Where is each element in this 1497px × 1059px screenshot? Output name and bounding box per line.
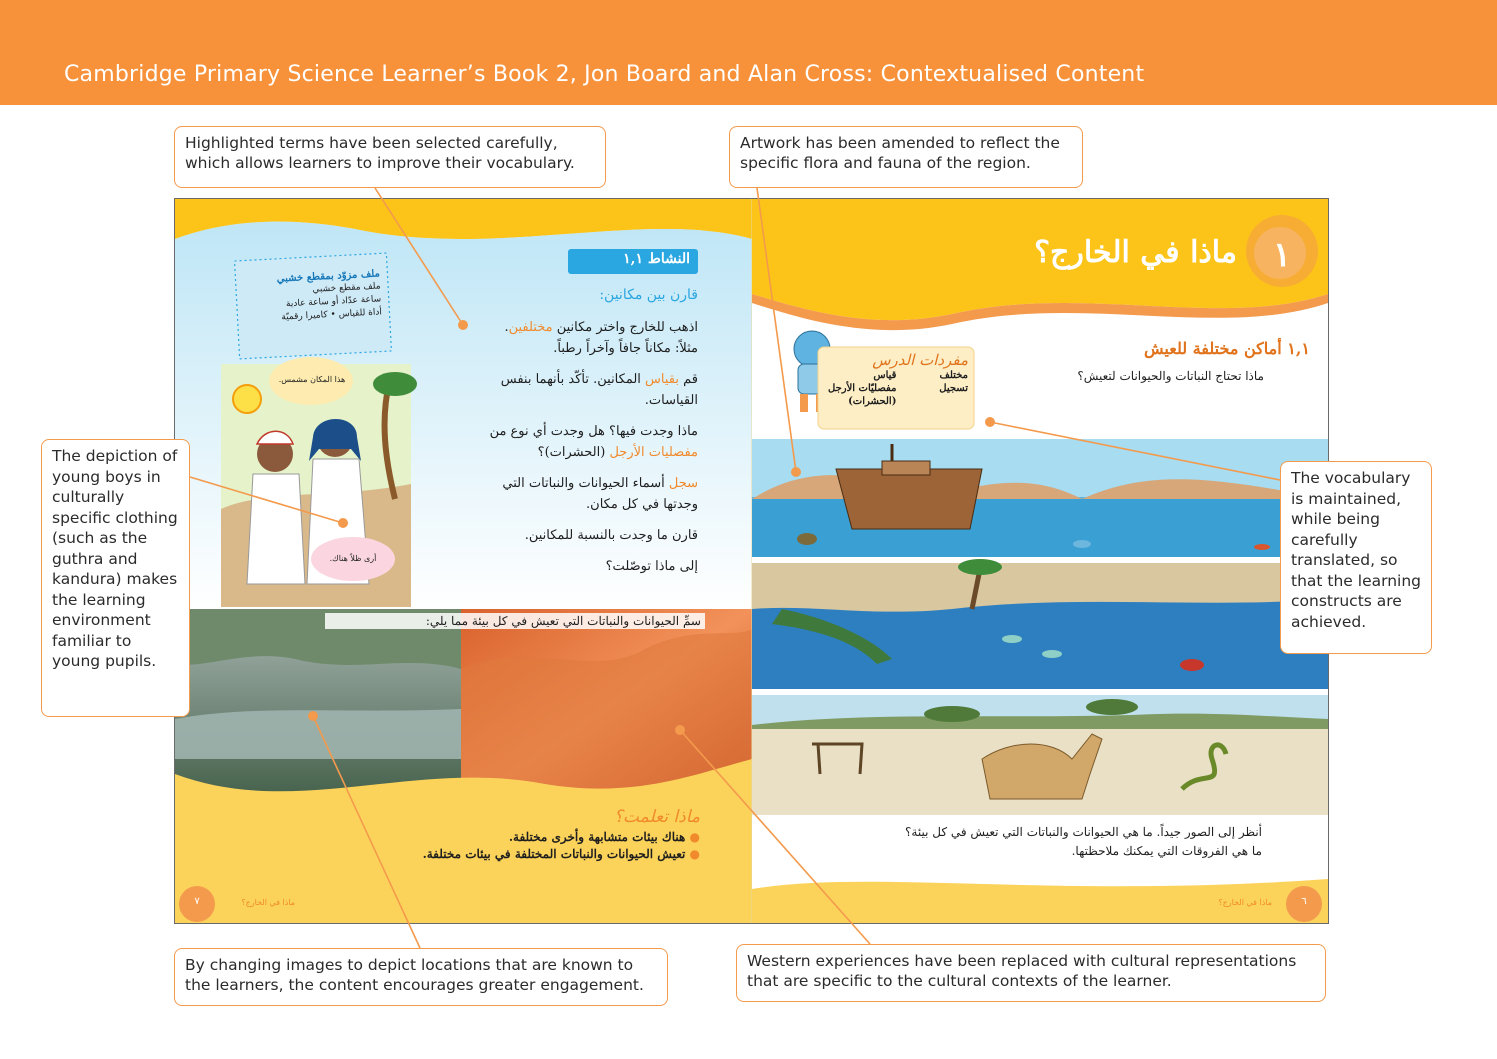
- vocabulary-list: [828, 351, 968, 408]
- instruction-1-example: مثلاً: مكاناً جافاً وآخراً رطباً.: [553, 341, 698, 356]
- speech-bottom-text: أرى ظلاً هناك.: [329, 554, 377, 563]
- desert-animals-panel: [752, 695, 1328, 815]
- highlight-term-arthropods: مفصليات الأرجل: [609, 445, 698, 460]
- speech-top-text: هذا المكان مشمس.: [278, 375, 346, 384]
- palm-leaves: [373, 372, 417, 396]
- callout-artwork: Artwork has been amended to reflect the specific flora and fauna of the region.: [729, 126, 1083, 188]
- activity-tab-label: النشاط ١,١: [623, 251, 690, 267]
- fish-icon: [1002, 635, 1022, 643]
- callout-western: Western experiences have been replaced with cultural representations that are specific to the cultural contexts of the learner.: [736, 944, 1326, 1002]
- book-spread: [174, 198, 1329, 924]
- right-page-background: [752, 199, 1328, 923]
- instruction-3-end: (الحشرات)؟: [537, 445, 610, 460]
- what-learned-box: [375, 807, 700, 861]
- vocabulary-term: قياس: [873, 370, 897, 381]
- activity-heading: قارن بين مكانين:: [599, 287, 698, 303]
- instruction-1-end: .: [504, 320, 509, 335]
- highlight-term-record: سجل: [668, 476, 698, 491]
- highlight-term-different: مختلفين: [508, 320, 553, 335]
- bullet-icon: ●: [685, 830, 700, 844]
- instruction-3-line2: [475, 442, 698, 463]
- materials-list: [240, 267, 383, 326]
- right-page: [752, 199, 1328, 923]
- materials-item: ملف مقطع خشبي: [312, 281, 381, 295]
- callout-highlighted-terms: Highlighted terms have been selected carefully, which allows learners to improve their vocabulary.: [174, 126, 606, 188]
- vocabulary-term: مفصليّات الأرجل: [828, 383, 897, 394]
- instruction-1: [475, 317, 698, 338]
- chapter-title: ماذا في الخارج؟: [1034, 235, 1237, 270]
- banner-title: Cambridge Primary Science Learner’s Book 2, Jon Board and Alan Cross: Contextualised Content: [64, 62, 1145, 87]
- sun-icon: [233, 385, 261, 413]
- vocabulary-term: تسجيل: [939, 383, 968, 394]
- right-page-footer: ماذا في الخارج؟: [1218, 898, 1272, 907]
- turtle-icon: [797, 533, 817, 545]
- acacia-tree-icon: [1086, 699, 1138, 715]
- materials-item: ساعة عدّاد أو ساعة عادية: [285, 294, 382, 310]
- learned-item-2-text: تعيش الحيوانات والنباتات المختلفة في بيئات مختلفة.: [422, 847, 686, 861]
- highlight-term-measure: بقياس: [645, 372, 679, 387]
- instruction-2-end: المكانين. تأكّد بأنهما بنفس: [500, 372, 646, 387]
- left-page: [175, 199, 752, 923]
- question-1: أنظر إلى الصور جيداً. ما هي الحيوانات والنباتات التي تعيش في كل بيئة؟: [905, 825, 1262, 839]
- callout-changing-images: By changing images to depict locations that are known to the learners, the content encourages greater engagement.: [174, 948, 668, 1006]
- learned-item-1-text: هناك بيئات متشابهة وأخرى مختلفة.: [508, 830, 686, 844]
- instruction-1-text: اذهب للخارج واختر مكانين: [552, 320, 698, 335]
- instruction-5: قارن ما وجدت بالنسبة للمكانين.: [524, 528, 698, 543]
- materials-title: ملف مزوّد بمقطع خشبي: [276, 268, 381, 285]
- vocabulary-title: مفردات الدرس: [872, 351, 968, 369]
- question-2: ما هي الفروقات التي يمكنك ملاحظتها.: [1071, 844, 1262, 858]
- fish-icon: [1254, 544, 1270, 550]
- vocabulary-term: مختلف: [939, 370, 968, 381]
- vocabulary-term: (الحشرات): [848, 396, 897, 407]
- activity-instructions: [475, 317, 698, 577]
- callout-young-boys: The depiction of young boys in culturally specific clothing (such as the guthra and kandura) makes the learning environment familiar to young pupils.: [41, 439, 190, 717]
- bullet-icon: ●: [685, 847, 700, 861]
- left-page-footer: ماذا في الخارج؟: [241, 898, 295, 907]
- boy-1-kandura: [247, 474, 305, 584]
- dhow-boat-icon: [836, 469, 982, 529]
- instruction-4: [475, 473, 698, 494]
- instruction-2-text: قم: [679, 372, 698, 387]
- photo-caption: سمِّ الحيوانات والنباتات التي تعيش في كل بيئة مما يلي:: [325, 613, 705, 629]
- vocabulary-column-2: [828, 369, 896, 408]
- crocodile-panel: [752, 559, 1328, 689]
- river-water: [175, 709, 461, 759]
- observation-questions: [822, 823, 1262, 861]
- learned-item-2: [375, 847, 700, 861]
- instruction-2-line2: القياسات.: [644, 393, 698, 408]
- header-banner: [0, 0, 1497, 105]
- section-question: ماذا تحتاج النباتات والحيوانات لتعيش؟: [1077, 369, 1264, 383]
- chapter-number: ١: [1272, 235, 1292, 275]
- what-learned-title: ماذا تعلمت؟: [613, 807, 700, 827]
- materials-item: أداة للقياس • كاميرا رقميّة: [281, 307, 383, 323]
- dhow-panel: [752, 439, 1328, 557]
- callout-vocabulary: The vocabulary is maintained, while being carefully translated, so that the learning constructs are achieved.: [1280, 461, 1432, 654]
- fish-icon: [1042, 650, 1062, 658]
- right-page-number: ٦: [1301, 896, 1307, 907]
- section-title: ١,١ أماكن مختلفة للعيش: [1144, 339, 1310, 358]
- instruction-4-line2: وجدتها في كل مكان.: [586, 497, 698, 512]
- acacia-tree-icon: [924, 706, 980, 722]
- instruction-3: ماذا وجدت فيها؟ هل وجدت أي نوع من: [489, 424, 698, 439]
- vocabulary-column-1: [939, 369, 968, 408]
- instruction-2: [475, 369, 698, 390]
- instruction-6: إلى ماذا توصّلت؟: [605, 559, 698, 574]
- learned-item-1: [375, 830, 700, 844]
- lobster-icon: [1180, 659, 1204, 671]
- fish-icon: [1073, 540, 1091, 548]
- left-page-number: ٧: [194, 896, 200, 907]
- instruction-4-text: أسماء الحيوانات والنباتات التي: [502, 476, 669, 491]
